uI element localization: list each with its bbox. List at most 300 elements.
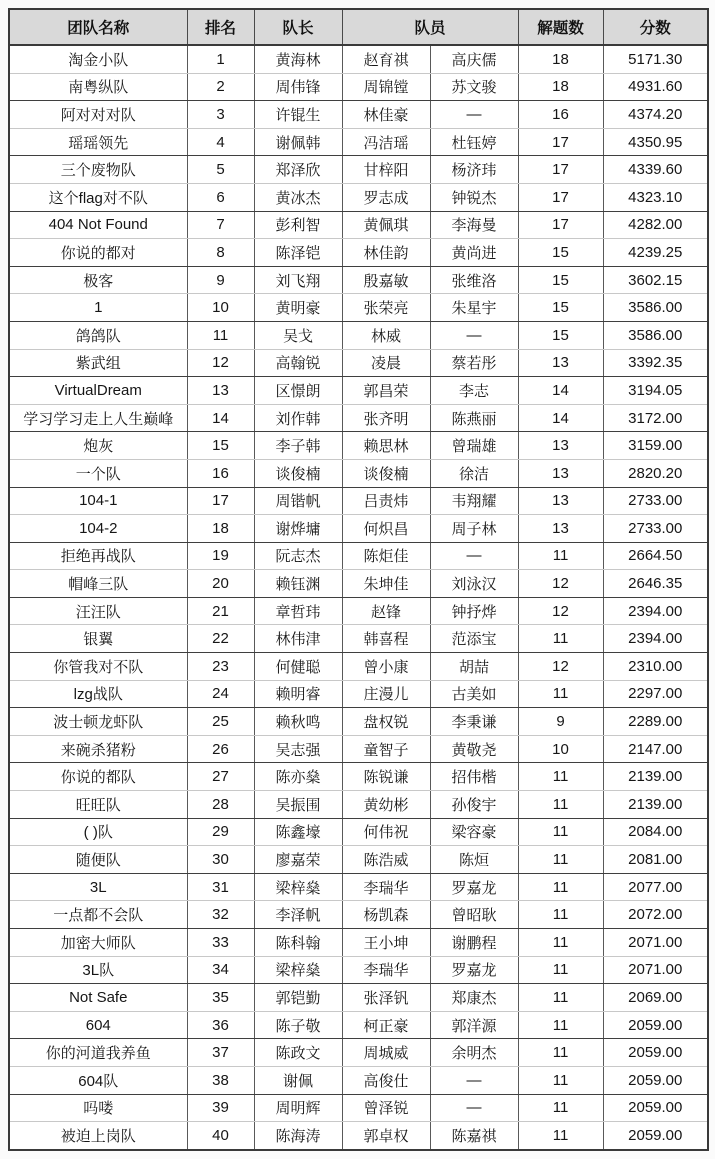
cell-solved: 17 xyxy=(518,156,603,184)
cell-member2: 曾瑞雄 xyxy=(430,432,518,460)
cell-score: 2059.00 xyxy=(603,1122,708,1150)
cell-member1: 柯正豪 xyxy=(342,1011,430,1039)
cell-member2: 胡喆 xyxy=(430,653,518,681)
cell-solved: 11 xyxy=(518,818,603,846)
cell-team: 加密大师队 xyxy=(9,929,187,957)
cell-member2: 钟抒烨 xyxy=(430,597,518,625)
cell-solved: 11 xyxy=(518,763,603,791)
table-row xyxy=(9,763,708,791)
cell-member1: 甘梓阳 xyxy=(342,156,430,184)
cell-team: 瑶瑶领先 xyxy=(9,128,187,156)
cell-score: 2059.00 xyxy=(603,1039,708,1067)
cell-score: 3602.15 xyxy=(603,266,708,294)
cell-captain: 廖嘉荣 xyxy=(254,846,342,874)
cell-member2: 梁容豪 xyxy=(430,818,518,846)
cell-member1: 冯洁瑶 xyxy=(342,128,430,156)
cell-captain: 谢佩 xyxy=(254,1066,342,1094)
cell-solved: 13 xyxy=(518,515,603,543)
cell-rank: 12 xyxy=(187,349,254,377)
cell-rank: 35 xyxy=(187,984,254,1012)
cell-solved: 11 xyxy=(518,956,603,984)
cell-rank: 26 xyxy=(187,735,254,763)
table-row xyxy=(9,1011,708,1039)
cell-member2: 陈嘉祺 xyxy=(430,1122,518,1150)
cell-rank: 22 xyxy=(187,625,254,653)
cell-score: 2139.00 xyxy=(603,763,708,791)
cell-team: 阿对对对队 xyxy=(9,101,187,129)
table-row xyxy=(9,404,708,432)
cell-captain: 周明辉 xyxy=(254,1094,342,1122)
cell-member2: 杨济玮 xyxy=(430,156,518,184)
table-row xyxy=(9,432,708,460)
table-row xyxy=(9,156,708,184)
cell-score: 2820.20 xyxy=(603,459,708,487)
cell-captain: 郭铠勤 xyxy=(254,984,342,1012)
cell-team: 汪汪队 xyxy=(9,597,187,625)
cell-captain: 何健聪 xyxy=(254,653,342,681)
cell-member1: 林佳韵 xyxy=(342,239,430,267)
cell-member1: 王小坤 xyxy=(342,929,430,957)
cell-member1: 赵育祺 xyxy=(342,45,430,73)
cell-team: 你管我对不队 xyxy=(9,653,187,681)
cell-team: 三个废物队 xyxy=(9,156,187,184)
cell-member1: 杨凯森 xyxy=(342,901,430,929)
cell-solved: 13 xyxy=(518,349,603,377)
cell-member2: 徐洁 xyxy=(430,459,518,487)
cell-member1: 赖思林 xyxy=(342,432,430,460)
table-row xyxy=(9,708,708,736)
cell-score: 2733.00 xyxy=(603,515,708,543)
cell-member1: 何炽昌 xyxy=(342,515,430,543)
column-header-captain: 队长 xyxy=(254,9,342,45)
cell-team: 随便队 xyxy=(9,846,187,874)
cell-score: 4350.95 xyxy=(603,128,708,156)
cell-member1: 吕责炜 xyxy=(342,487,430,515)
table-header xyxy=(9,9,708,45)
cell-member1: 赵锋 xyxy=(342,597,430,625)
cell-solved: 15 xyxy=(518,294,603,322)
cell-score: 3586.00 xyxy=(603,294,708,322)
cell-member2: 苏文骏 xyxy=(430,73,518,101)
cell-member2: 周子林 xyxy=(430,515,518,543)
cell-solved: 11 xyxy=(518,1039,603,1067)
cell-solved: 15 xyxy=(518,321,603,349)
cell-captain: 赖钰渊 xyxy=(254,570,342,598)
cell-team: 波士顿龙虾队 xyxy=(9,708,187,736)
cell-solved: 11 xyxy=(518,625,603,653)
table-row xyxy=(9,515,708,543)
cell-member2: — xyxy=(430,542,518,570)
cell-member2: 罗嘉龙 xyxy=(430,873,518,901)
cell-rank: 27 xyxy=(187,763,254,791)
cell-member2: — xyxy=(430,101,518,129)
cell-member2: 高庆儒 xyxy=(430,45,518,73)
cell-member1: 张泽钒 xyxy=(342,984,430,1012)
cell-rank: 6 xyxy=(187,183,254,211)
cell-rank: 24 xyxy=(187,680,254,708)
cell-team: 1 xyxy=(9,294,187,322)
cell-rank: 30 xyxy=(187,846,254,874)
cell-member2: 张维洛 xyxy=(430,266,518,294)
cell-rank: 38 xyxy=(187,1066,254,1094)
cell-score: 2394.00 xyxy=(603,597,708,625)
cell-team: 来碗杀猪粉 xyxy=(9,735,187,763)
cell-rank: 7 xyxy=(187,211,254,239)
cell-rank: 3 xyxy=(187,101,254,129)
cell-team: 这个flag对不队 xyxy=(9,183,187,211)
table-row xyxy=(9,818,708,846)
cell-member2: 孙俊宇 xyxy=(430,791,518,819)
cell-member1: 郭卓权 xyxy=(342,1122,430,1150)
cell-rank: 37 xyxy=(187,1039,254,1067)
cell-rank: 4 xyxy=(187,128,254,156)
cell-score: 2059.00 xyxy=(603,1066,708,1094)
cell-member2: 范添宝 xyxy=(430,625,518,653)
cell-member1: 林佳豪 xyxy=(342,101,430,129)
table-row xyxy=(9,211,708,239)
cell-score: 2733.00 xyxy=(603,487,708,515)
cell-captain: 梁梓燊 xyxy=(254,956,342,984)
table-row xyxy=(9,45,708,73)
cell-rank: 20 xyxy=(187,570,254,598)
cell-captain: 黄明豪 xyxy=(254,294,342,322)
cell-captain: 章哲玮 xyxy=(254,597,342,625)
cell-member1: 罗志成 xyxy=(342,183,430,211)
cell-score: 2081.00 xyxy=(603,846,708,874)
cell-team: lzg战队 xyxy=(9,680,187,708)
cell-member1: 曾泽锐 xyxy=(342,1094,430,1122)
cell-captain: 刘飞翔 xyxy=(254,266,342,294)
cell-rank: 13 xyxy=(187,377,254,405)
cell-solved: 12 xyxy=(518,570,603,598)
table-row xyxy=(9,128,708,156)
cell-member2: 李海曼 xyxy=(430,211,518,239)
cell-solved: 13 xyxy=(518,487,603,515)
cell-team: 被迫上岗队 xyxy=(9,1122,187,1150)
cell-rank: 1 xyxy=(187,45,254,73)
cell-score: 3586.00 xyxy=(603,321,708,349)
cell-captain: 陈科翰 xyxy=(254,929,342,957)
cell-captain: 陈鑫壕 xyxy=(254,818,342,846)
header-row xyxy=(9,9,708,45)
cell-rank: 8 xyxy=(187,239,254,267)
cell-rank: 40 xyxy=(187,1122,254,1150)
cell-captain: 谢佩韩 xyxy=(254,128,342,156)
cell-captain: 吴戈 xyxy=(254,321,342,349)
cell-team: 南粤纵队 xyxy=(9,73,187,101)
cell-captain: 谈俊楠 xyxy=(254,459,342,487)
cell-score: 2084.00 xyxy=(603,818,708,846)
table-row xyxy=(9,1039,708,1067)
cell-captain: 黄海林 xyxy=(254,45,342,73)
cell-member2: 郑康杰 xyxy=(430,984,518,1012)
cell-score: 2297.00 xyxy=(603,680,708,708)
table-row xyxy=(9,791,708,819)
cell-team: 104-2 xyxy=(9,515,187,543)
cell-score: 3172.00 xyxy=(603,404,708,432)
cell-team: 鸽鸽队 xyxy=(9,321,187,349)
cell-score: 2139.00 xyxy=(603,791,708,819)
table-row xyxy=(9,294,708,322)
cell-member1: 凌晨 xyxy=(342,349,430,377)
cell-solved: 10 xyxy=(518,735,603,763)
cell-team: 紫武组 xyxy=(9,349,187,377)
cell-rank: 28 xyxy=(187,791,254,819)
cell-solved: 17 xyxy=(518,128,603,156)
cell-team: 3L xyxy=(9,873,187,901)
cell-member2: 刘泳汉 xyxy=(430,570,518,598)
table-row xyxy=(9,625,708,653)
cell-team: 炮灰 xyxy=(9,432,187,460)
column-header-members: 队员 xyxy=(342,9,518,45)
cell-team: 一点都不会队 xyxy=(9,901,187,929)
cell-team: 帽峰三队 xyxy=(9,570,187,598)
cell-member2: 蔡若彤 xyxy=(430,349,518,377)
cell-solved: 12 xyxy=(518,653,603,681)
cell-score: 2059.00 xyxy=(603,1094,708,1122)
table-row xyxy=(9,846,708,874)
cell-rank: 33 xyxy=(187,929,254,957)
cell-captain: 周伟锋 xyxy=(254,73,342,101)
cell-solved: 12 xyxy=(518,597,603,625)
cell-score: 2077.00 xyxy=(603,873,708,901)
cell-score: 2310.00 xyxy=(603,653,708,681)
cell-team: 淘金小队 xyxy=(9,45,187,73)
cell-score: 2664.50 xyxy=(603,542,708,570)
cell-team: 你说的都队 xyxy=(9,763,187,791)
cell-team: Not Safe xyxy=(9,984,187,1012)
cell-member1: 黄佩琪 xyxy=(342,211,430,239)
cell-score: 2289.00 xyxy=(603,708,708,736)
table-row xyxy=(9,873,708,901)
cell-member1: 陈浩威 xyxy=(342,846,430,874)
cell-team: VirtualDream xyxy=(9,377,187,405)
cell-captain: 陈子敬 xyxy=(254,1011,342,1039)
cell-rank: 16 xyxy=(187,459,254,487)
cell-captain: 郑泽欣 xyxy=(254,156,342,184)
cell-member2: 钟锐杰 xyxy=(430,183,518,211)
cell-team: 604队 xyxy=(9,1066,187,1094)
column-header-team: 团队名称 xyxy=(9,9,187,45)
cell-team: 拒绝再战队 xyxy=(9,542,187,570)
cell-captain: 许锟生 xyxy=(254,101,342,129)
cell-member2: 朱星宇 xyxy=(430,294,518,322)
cell-member1: 郭昌荣 xyxy=(342,377,430,405)
cell-team: 极客 xyxy=(9,266,187,294)
cell-captain: 陈亦燊 xyxy=(254,763,342,791)
cell-solved: 13 xyxy=(518,432,603,460)
cell-score: 2147.00 xyxy=(603,735,708,763)
cell-solved: 11 xyxy=(518,542,603,570)
cell-member2: 余明杰 xyxy=(430,1039,518,1067)
cell-solved: 11 xyxy=(518,680,603,708)
cell-score: 2072.00 xyxy=(603,901,708,929)
cell-member2: 曾昭耿 xyxy=(430,901,518,929)
cell-solved: 11 xyxy=(518,1094,603,1122)
cell-rank: 36 xyxy=(187,1011,254,1039)
table-row xyxy=(9,956,708,984)
table-row xyxy=(9,597,708,625)
cell-rank: 34 xyxy=(187,956,254,984)
cell-captain: 陈政文 xyxy=(254,1039,342,1067)
table-row xyxy=(9,183,708,211)
cell-rank: 15 xyxy=(187,432,254,460)
cell-score: 2059.00 xyxy=(603,1011,708,1039)
cell-member2: 李秉谦 xyxy=(430,708,518,736)
cell-score: 4339.60 xyxy=(603,156,708,184)
cell-rank: 14 xyxy=(187,404,254,432)
cell-solved: 14 xyxy=(518,404,603,432)
cell-team: 604 xyxy=(9,1011,187,1039)
cell-solved: 18 xyxy=(518,73,603,101)
cell-score: 2646.35 xyxy=(603,570,708,598)
cell-rank: 25 xyxy=(187,708,254,736)
leaderboard-table xyxy=(8,8,709,1151)
cell-solved: 9 xyxy=(518,708,603,736)
cell-rank: 19 xyxy=(187,542,254,570)
cell-team: 银翼 xyxy=(9,625,187,653)
cell-member2: — xyxy=(430,321,518,349)
cell-rank: 18 xyxy=(187,515,254,543)
table-row xyxy=(9,101,708,129)
cell-captain: 周锴帆 xyxy=(254,487,342,515)
cell-rank: 10 xyxy=(187,294,254,322)
table-row xyxy=(9,984,708,1012)
table-row xyxy=(9,680,708,708)
cell-solved: 13 xyxy=(518,459,603,487)
cell-member1: 韩喜程 xyxy=(342,625,430,653)
cell-captain: 李泽帆 xyxy=(254,901,342,929)
cell-solved: 11 xyxy=(518,791,603,819)
cell-team: 104-1 xyxy=(9,487,187,515)
cell-member1: 朱坤佳 xyxy=(342,570,430,598)
cell-member1: 庄漫儿 xyxy=(342,680,430,708)
cell-solved: 18 xyxy=(518,45,603,73)
cell-captain: 黄冰杰 xyxy=(254,183,342,211)
cell-team: 学习学习走上人生巅峰 xyxy=(9,404,187,432)
cell-captain: 陈海涛 xyxy=(254,1122,342,1150)
cell-captain: 谢烨墉 xyxy=(254,515,342,543)
table-row xyxy=(9,487,708,515)
cell-solved: 11 xyxy=(518,901,603,929)
table-row xyxy=(9,653,708,681)
table-row xyxy=(9,73,708,101)
table-row xyxy=(9,349,708,377)
cell-rank: 11 xyxy=(187,321,254,349)
table-row xyxy=(9,570,708,598)
cell-score: 4323.10 xyxy=(603,183,708,211)
cell-solved: 11 xyxy=(518,846,603,874)
table-body xyxy=(9,45,708,1150)
cell-team: 404 Not Found xyxy=(9,211,187,239)
cell-rank: 29 xyxy=(187,818,254,846)
cell-rank: 9 xyxy=(187,266,254,294)
cell-member2: 古美如 xyxy=(430,680,518,708)
table-row xyxy=(9,929,708,957)
table-row xyxy=(9,266,708,294)
cell-rank: 17 xyxy=(187,487,254,515)
cell-captain: 吴志强 xyxy=(254,735,342,763)
cell-solved: 11 xyxy=(518,1011,603,1039)
cell-rank: 21 xyxy=(187,597,254,625)
cell-team: 3L队 xyxy=(9,956,187,984)
cell-score: 3194.05 xyxy=(603,377,708,405)
cell-solved: 11 xyxy=(518,929,603,957)
cell-solved: 14 xyxy=(518,377,603,405)
cell-member1: 高俊仕 xyxy=(342,1066,430,1094)
cell-solved: 15 xyxy=(518,239,603,267)
cell-member1: 何伟祝 xyxy=(342,818,430,846)
cell-captain: 彭利智 xyxy=(254,211,342,239)
cell-member1: 林威 xyxy=(342,321,430,349)
cell-captain: 高翰锐 xyxy=(254,349,342,377)
cell-score: 4239.25 xyxy=(603,239,708,267)
table-row xyxy=(9,377,708,405)
cell-solved: 16 xyxy=(518,101,603,129)
cell-score: 4374.20 xyxy=(603,101,708,129)
table-row xyxy=(9,239,708,267)
cell-rank: 31 xyxy=(187,873,254,901)
cell-member1: 李瑞华 xyxy=(342,873,430,901)
cell-member2: — xyxy=(430,1094,518,1122)
cell-member1: 曾小康 xyxy=(342,653,430,681)
cell-captain: 阮志杰 xyxy=(254,542,342,570)
cell-member2: 李志 xyxy=(430,377,518,405)
cell-solved: 11 xyxy=(518,984,603,1012)
cell-solved: 17 xyxy=(518,183,603,211)
table-row xyxy=(9,1066,708,1094)
cell-member1: 殷嘉敏 xyxy=(342,266,430,294)
cell-rank: 2 xyxy=(187,73,254,101)
cell-member1: 陈锐谦 xyxy=(342,763,430,791)
column-header-score: 分数 xyxy=(603,9,708,45)
cell-member1: 陈炬佳 xyxy=(342,542,430,570)
table-row xyxy=(9,321,708,349)
cell-member2: 杜钰婷 xyxy=(430,128,518,156)
cell-member1: 盘权锐 xyxy=(342,708,430,736)
cell-score: 2069.00 xyxy=(603,984,708,1012)
cell-captain: 陈泽铠 xyxy=(254,239,342,267)
table-row xyxy=(9,1122,708,1150)
cell-team: 旺旺队 xyxy=(9,791,187,819)
table-row xyxy=(9,901,708,929)
cell-member1: 童智子 xyxy=(342,735,430,763)
cell-rank: 32 xyxy=(187,901,254,929)
cell-solved: 11 xyxy=(518,1122,603,1150)
cell-score: 5171.30 xyxy=(603,45,708,73)
cell-score: 4282.00 xyxy=(603,211,708,239)
table-row xyxy=(9,735,708,763)
cell-member2: 黄尚进 xyxy=(430,239,518,267)
cell-member1: 谈俊楠 xyxy=(342,459,430,487)
cell-captain: 区憬朗 xyxy=(254,377,342,405)
cell-member2: 罗嘉龙 xyxy=(430,956,518,984)
cell-member2: 黄敬尧 xyxy=(430,735,518,763)
cell-team: 你的河道我养鱼 xyxy=(9,1039,187,1067)
cell-team: 吗喽 xyxy=(9,1094,187,1122)
cell-member1: 黄幼彬 xyxy=(342,791,430,819)
table-row xyxy=(9,542,708,570)
cell-score: 2071.00 xyxy=(603,956,708,984)
cell-score: 4931.60 xyxy=(603,73,708,101)
cell-member2: 郭洋源 xyxy=(430,1011,518,1039)
cell-rank: 23 xyxy=(187,653,254,681)
cell-member2: — xyxy=(430,1066,518,1094)
cell-solved: 17 xyxy=(518,211,603,239)
cell-score: 2071.00 xyxy=(603,929,708,957)
cell-score: 3159.00 xyxy=(603,432,708,460)
cell-captain: 吴振围 xyxy=(254,791,342,819)
